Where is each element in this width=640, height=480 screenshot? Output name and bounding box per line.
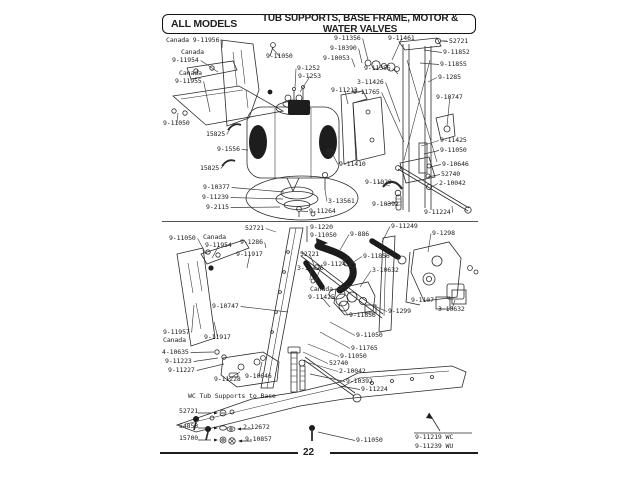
part-label: 9-1253 [298, 72, 321, 80]
part-label: 9-11213 [331, 86, 358, 94]
part-label: 9-11050 [356, 436, 383, 444]
leader-line [382, 227, 390, 243]
leader-line [386, 83, 400, 123]
part-label: 9-11264 [309, 207, 336, 215]
leader-line [424, 50, 442, 53]
part-label: 9-11228 [214, 375, 241, 383]
leader-line [431, 184, 438, 188]
part-label: Canada 9-11956 [166, 36, 220, 44]
part-label: 3-10632 [372, 266, 399, 274]
part-label: 9-1285 [438, 73, 461, 81]
part-label: 9-11765 [351, 344, 378, 352]
legend-title: WC Tub Supports to Base [188, 392, 276, 400]
part-label: 9-11917 [236, 250, 263, 258]
part-label: 4-10635 [162, 348, 189, 356]
leader-line [266, 229, 276, 233]
part-label: 9-11955 [175, 77, 202, 85]
leader-line [359, 49, 362, 64]
part-label: 9-10747 [436, 93, 463, 101]
part-label: 9-10392 [372, 200, 399, 208]
part-label: 9-10747 [212, 302, 239, 310]
part-label: 9-10646 [245, 372, 272, 380]
part-label: 9-1107 [411, 296, 434, 304]
part-label: 9-11765 [353, 88, 380, 96]
part-label: 15825 [200, 164, 220, 172]
leader-line [340, 235, 349, 251]
part-label: 9-11249 [323, 260, 350, 268]
leader-line [231, 207, 280, 208]
page-number: 22 [303, 447, 315, 458]
part-label: 15700 [179, 434, 199, 442]
leader-line [420, 63, 439, 65]
leader-line [428, 78, 437, 83]
part-label: 15825 [206, 130, 226, 138]
part-label: 9-11356 [334, 34, 361, 42]
part-label: 9-11461 [388, 34, 415, 42]
part-label: 9-11050 [163, 119, 190, 127]
part-label: 9-2115 [206, 203, 229, 211]
leader-line [204, 82, 210, 113]
part-label: 9-11954 [172, 56, 199, 64]
leader-line [192, 305, 194, 333]
part-label: 9-886 [350, 230, 370, 238]
part-label: 9-11425 [440, 136, 467, 144]
part-label: 9-11355 [364, 64, 391, 72]
part-label: 9-1298 [432, 229, 455, 237]
leader-line [330, 322, 355, 336]
leader-line [340, 303, 348, 316]
leader-line [447, 98, 450, 127]
part-label: 9-11855 [440, 60, 467, 68]
leader-line [265, 243, 266, 249]
page-title: TUB SUPPORTS, BASE FRAME, MOTOR & WATER VALVES [261, 13, 458, 35]
part-label: 2-12672 [243, 423, 270, 431]
leader-line [318, 432, 355, 441]
part-label: 9-11239 WU [415, 442, 454, 450]
part-label: 9-11856 [349, 311, 376, 319]
leader-line [320, 332, 350, 349]
leader-line [340, 386, 360, 390]
leader-line [360, 271, 371, 288]
part-label: 2-10042 [439, 179, 466, 187]
part-label: 52721 [449, 37, 469, 45]
leader-line [194, 358, 218, 362]
part-label: Canada [310, 285, 333, 293]
part-label: 9-11223 [165, 357, 192, 365]
leader-line [333, 155, 338, 165]
part-label: 9-10646 [442, 160, 469, 168]
part-label: 9-11020 [365, 178, 392, 186]
part-label: 52721 [245, 224, 265, 232]
part-label: 9-10390 [330, 44, 357, 52]
part-label: 9-1556 [217, 145, 240, 153]
section-divider [162, 221, 478, 222]
leader-line [430, 165, 441, 168]
part-label: 9-1299 [388, 307, 411, 315]
part-label: 9-11957 [163, 328, 190, 336]
part-label: 9-1252 [297, 64, 320, 72]
part-label: 9-11050 [266, 52, 293, 60]
leader-line [201, 61, 218, 73]
leader-line [227, 129, 230, 135]
leader-line [231, 198, 283, 200]
part-label: 3-10632 [438, 305, 465, 313]
part-label: 9-1220 [310, 223, 333, 231]
leader-line [393, 69, 398, 75]
part-label: 9-11954 [205, 241, 232, 249]
part-label: 9-11050 [340, 352, 367, 360]
leader-line [424, 151, 439, 155]
leader-line [241, 307, 288, 313]
part-label: 52740 [329, 359, 349, 367]
leader-line [325, 190, 327, 202]
part-label: 9-11249 [391, 222, 418, 230]
part-label: 9-11239 [202, 193, 229, 201]
part-label: Canada [163, 336, 186, 344]
footer-rule-right [330, 452, 478, 454]
part-label: 3-11426 [297, 264, 324, 272]
part-label: 9-11852 [443, 48, 470, 56]
part-label: 9-10857 [245, 435, 272, 443]
leader-line [232, 188, 284, 193]
leader-line [352, 257, 362, 264]
part-label: 9-10392 [346, 377, 373, 385]
leader-line [421, 141, 439, 147]
part-label: 9-10053 [323, 54, 350, 62]
part-label: 52721 [300, 250, 320, 258]
part-label: 9-11050 [169, 234, 196, 242]
part-label: 9-11425 [308, 293, 335, 301]
leader-line [428, 175, 440, 178]
leader-line [221, 165, 224, 169]
leader-line [308, 344, 339, 357]
leader-line [452, 206, 453, 213]
leader-line [300, 211, 308, 212]
part-label: 9-11227 [168, 366, 195, 374]
part-label: 2-10042 [339, 367, 366, 375]
part-label: 3-11426 [357, 78, 384, 86]
leader-line [428, 234, 431, 253]
part-label: 9-11224 [424, 208, 451, 216]
part-label: 3-13561 [328, 197, 355, 205]
leader-line [310, 374, 345, 382]
footer-rule-left [160, 452, 298, 454]
part-label: Canada [181, 48, 204, 56]
part-label: 9-1286 [240, 238, 263, 246]
part-label: 9-11050 [310, 231, 337, 239]
leader-line [191, 352, 214, 353]
part-label: 9-11050 [356, 331, 383, 339]
leader-line [197, 364, 224, 371]
part-label: Canada [179, 69, 202, 77]
part-label: 9-11219 WC [415, 433, 454, 441]
leader-line [242, 150, 248, 151]
leader-line [352, 59, 355, 68]
part-label: Canada [203, 233, 226, 241]
part-label: 9-10377 [203, 183, 230, 191]
part-label: 9-11050 [440, 146, 467, 154]
leader-line [295, 69, 296, 89]
part-label: 52721 [179, 407, 199, 415]
part-label: 9-11224 [361, 385, 388, 393]
part-label: 54858 [179, 422, 199, 430]
leader-line [303, 352, 328, 364]
leader-line [442, 41, 448, 42]
part-label: 9-11410 [339, 160, 366, 168]
leader-line [363, 39, 368, 61]
models-badge: ALL MODELS [171, 18, 238, 30]
part-label: 9-11856 [363, 252, 390, 260]
leader-line [382, 93, 404, 143]
part-label: 9-11917 [204, 333, 231, 341]
part-label: 52740 [441, 170, 461, 178]
